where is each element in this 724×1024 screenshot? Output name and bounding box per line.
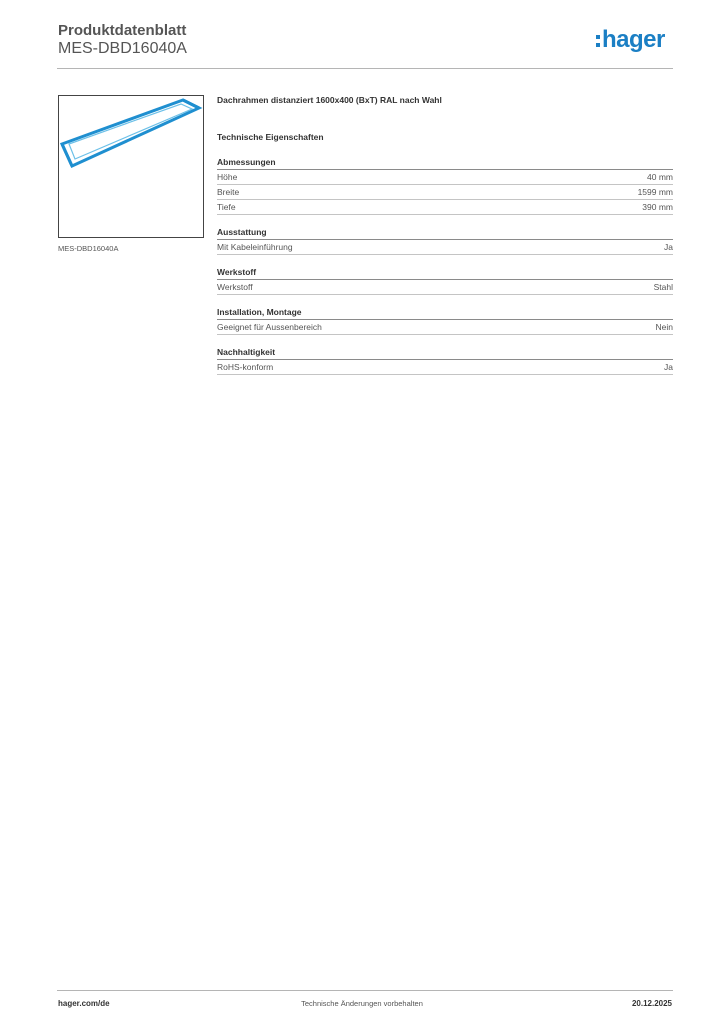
property-label: Höhe [217, 172, 238, 182]
product-image [58, 95, 204, 238]
property-row [217, 320, 673, 335]
footer-date: 20.12.2025 [631, 999, 672, 1008]
property-label: Breite [217, 187, 240, 197]
property-value: Ja [664, 242, 673, 252]
section-installation [217, 307, 673, 335]
section-dimensions [217, 157, 673, 215]
property-value: 40 mm [647, 172, 673, 182]
article-number: MES-DBD16040A [58, 40, 187, 57]
section-equipment [217, 227, 673, 255]
section-title: Abmessungen [217, 157, 673, 170]
property-value: 1599 mm [637, 187, 673, 197]
property-label: RoHS-konform [217, 362, 274, 372]
property-value: 390 mm [642, 202, 673, 212]
section-title: Ausstattung [217, 227, 673, 240]
property-value: Stahl [653, 282, 673, 292]
product-name: Dachrahmen distanziert 1600x400 (BxT) RAL nach Wahl [217, 95, 442, 105]
section-sustainability [217, 347, 673, 375]
property-label: Geeignet für Aussenbereich [217, 322, 322, 332]
product-details [217, 95, 673, 375]
footer-website-link[interactable]: hager.com/de [58, 999, 110, 1008]
page-title: Produktdatenblatt [58, 22, 187, 39]
section-material [217, 267, 673, 295]
property-value: Ja [664, 362, 673, 372]
footer-divider [57, 990, 673, 991]
property-label: Mit Kabeleinführung [217, 242, 293, 252]
property-row [217, 170, 673, 185]
property-value: Nein [655, 322, 673, 332]
property-row [217, 200, 673, 215]
property-row [217, 185, 673, 200]
section-title: Installation, Montage [217, 307, 673, 320]
section-title: Werkstoff [217, 267, 673, 280]
hager-logo [596, 28, 674, 58]
property-row [217, 240, 673, 255]
footer-notice: Technische Änderungen vorbehalten [301, 999, 423, 1008]
property-row [217, 360, 673, 375]
property-label: Tiefe [217, 202, 236, 212]
image-caption: MES-DBD16040A [58, 244, 119, 253]
logo-text: hager [602, 26, 665, 53]
logo-dots-icon [596, 35, 600, 51]
header-divider [57, 68, 673, 69]
technical-heading: Technische Eigenschaften [217, 132, 324, 142]
property-row [217, 280, 673, 295]
property-label: Werkstoff [217, 282, 253, 292]
section-title: Nachhaltigkeit [217, 347, 673, 360]
